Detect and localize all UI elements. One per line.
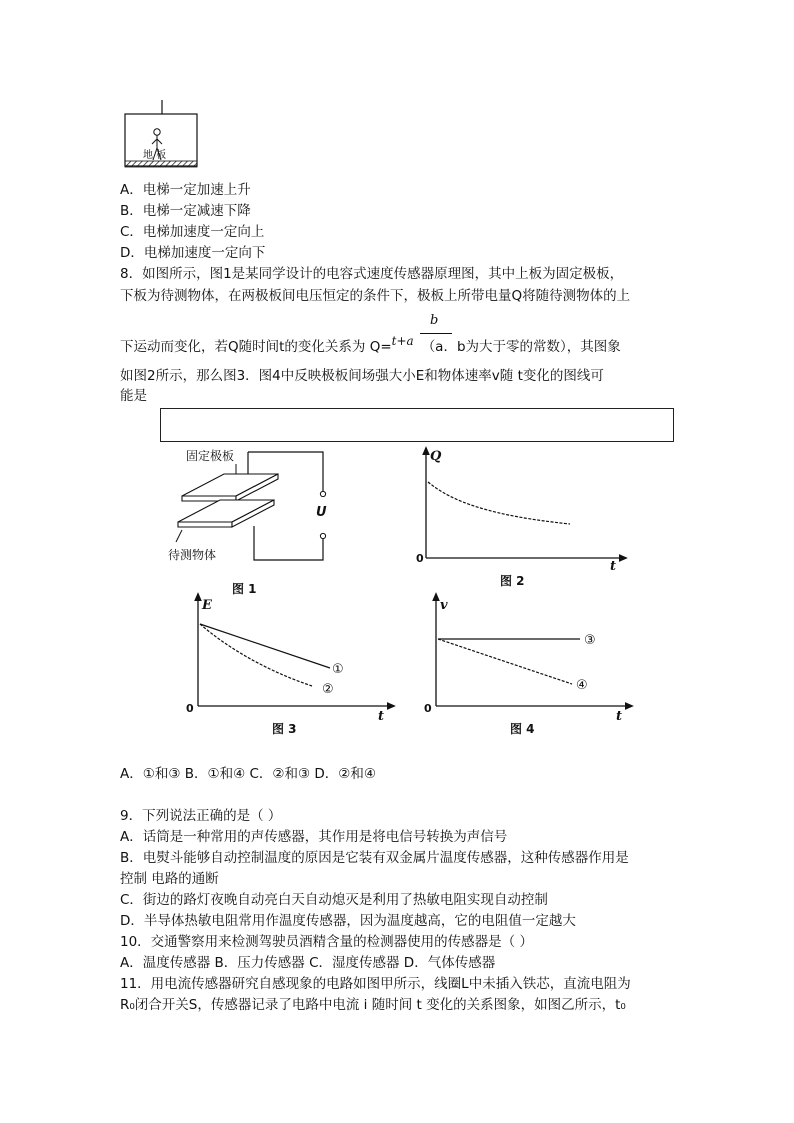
q8-line-2: 下板为待测物体，在两极板间电压恒定的条件下，极板上所带电量Q将随待测物体的上	[120, 288, 631, 304]
fig2-curve	[428, 482, 570, 524]
q8-line-5: 能是	[120, 388, 147, 404]
figure-1-capacitor	[168, 446, 348, 586]
q9-option-b-2: 控制 电路的通断	[120, 871, 219, 887]
q11-line-1: 11．用电流传感器研究自感现象的电路如图甲所示，线圈L中未插入铁芯，直流电阻为	[120, 976, 631, 992]
fig1-fixed-plate-label: 固定极板	[186, 449, 235, 463]
q9-option-b-1: B．电熨斗能够自动控制温度的原因是它装有双金属片温度传感器，这种传感器作用是	[120, 850, 629, 866]
fig2-origin: 0	[416, 552, 424, 565]
fig3-curve-2	[200, 624, 312, 686]
q10-options: A．温度传感器 B．压力传感器 C．湿度传感器 D．气体传感器	[120, 955, 496, 971]
fig4-caption: 图 4	[510, 722, 535, 736]
fig2-ylabel: Q	[430, 449, 442, 464]
q9-option-c: C．街边的路灯夜晚自动亮白天自动熄灭是利用了热敏电阻实现自动控制	[120, 892, 548, 908]
fig3-ylabel: E	[202, 598, 212, 613]
fig1-voltage-label: U	[316, 505, 327, 520]
q7-option-a: A．电梯一定加速上升	[120, 182, 251, 198]
fig4-curve-3-label: ③	[584, 633, 596, 648]
formula-numerator: b	[430, 313, 439, 328]
answer-blank-box	[160, 408, 674, 442]
fig1-object-label: 待测物体	[168, 548, 217, 562]
fig4-curve-4-label: ④	[576, 678, 588, 693]
fig4-curve-4	[438, 639, 572, 684]
q7-option-b: B．电梯一定减速下降	[120, 203, 251, 219]
q8-line-4: 如图2所示，那么图3．图4中反映极板间场强大小E和物体速率v随 t变化的图线可	[120, 368, 604, 384]
figure-3-graph	[180, 592, 400, 722]
formula-denominator: t+a	[391, 334, 414, 348]
fig3-caption: 图 3	[272, 722, 297, 736]
q10-stem: 10．交通警察用来检测驾驶员酒精含量的检测器使用的传感器是（ ）	[120, 934, 533, 950]
fig1-caption: 图 1	[232, 582, 257, 596]
q9-stem: 9．下列说法正确的是（ ）	[120, 808, 282, 824]
q7-option-c: C．电梯加速度一定向上	[120, 224, 265, 240]
fig3-origin: 0	[186, 702, 194, 715]
q11-line-2: R₀闭合开关S，传感器记录了电路中电流 i 随时间 t 变化的关系图象，如图乙所示，t₀	[120, 997, 626, 1013]
fig4-ylabel: v	[440, 598, 448, 613]
fig3-curve-2-label: ②	[322, 682, 334, 697]
formula-bar	[420, 333, 452, 334]
q8-line-1: 8．如图所示，图1是某同学设计的电容式速度传感器原理图，其中上板为固定极板，	[120, 266, 624, 282]
q7-option-d: D．电梯加速度一定向下	[120, 245, 266, 261]
fig2-xlabel: t	[610, 559, 617, 574]
figure-4-graph	[418, 592, 638, 722]
figure-2-graph	[412, 446, 632, 576]
floor-label: 地 板	[143, 150, 167, 161]
fig2-caption: 图 2	[500, 574, 525, 588]
q9-option-d: D．半导体热敏电阻常用作温度传感器，因为温度越高，它的电阻值一定越大	[120, 913, 576, 929]
q9-option-a: A．话筒是一种常用的声传感器，其作用是将电信号转换为声信号	[120, 829, 508, 845]
fig3-curve-1	[200, 624, 330, 668]
q8-line-3-a: 下运动而变化，若Q随时间t的变化关系为 Q=	[120, 339, 392, 355]
fig3-xlabel: t	[378, 709, 385, 722]
q8-line-3	[120, 334, 621, 357]
fig3-curve-1-label: ①	[332, 662, 344, 677]
q8-line-3-b: （a．b为大于零的常数），其图象	[421, 339, 621, 355]
q8-answers: A．①和③ B．①和④ C．②和③ D．②和④	[120, 766, 377, 782]
fig4-origin: 0	[424, 702, 432, 715]
elevator-figure	[120, 98, 202, 170]
fig4-xlabel: t	[616, 709, 623, 722]
